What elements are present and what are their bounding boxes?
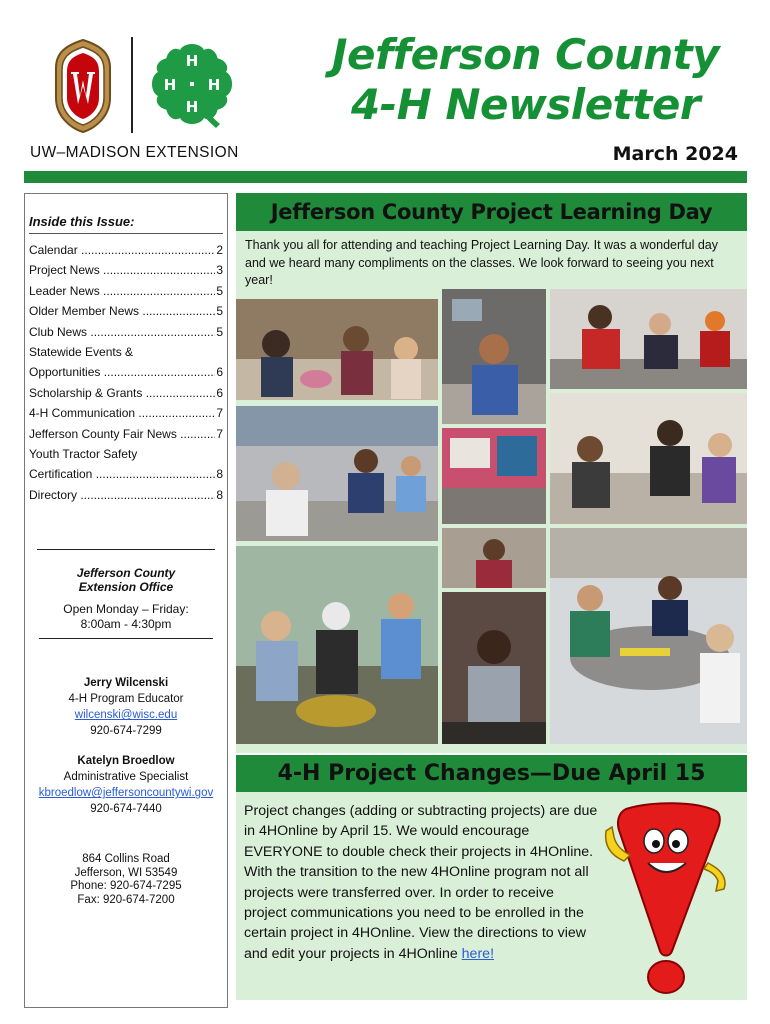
article-heading: 4-H Project Changes—Due April 15 — [236, 755, 747, 792]
photo — [442, 592, 546, 744]
title-line-1: Jefferson County — [331, 30, 720, 79]
here-link[interactable]: here! — [461, 945, 495, 962]
toc-item[interactable]: Scholarship & Grants ..... 6 — [29, 383, 223, 403]
inside-issue-title: Inside this Issue: — [29, 214, 223, 234]
project-changes-article — [236, 755, 747, 1000]
contact-name: Jerry Wilcenski — [83, 677, 169, 690]
extension-office — [29, 566, 223, 632]
toc-item[interactable]: 4-H Communication ..... 7 — [29, 403, 223, 423]
sidebar-divider — [37, 549, 215, 550]
toc-item[interactable]: Older Member News ..... 5 — [29, 301, 223, 321]
toc-item[interactable]: Directory ..... 8 — [29, 485, 223, 505]
exclamation-mascot-icon — [596, 801, 736, 996]
article-body: Thank you all for attending and teaching Project Learning Day. It was a wonderful day and we heard many compliments on the classes. We look forward to seeing you next year! — [245, 238, 718, 287]
office-hours-line-2: 8:00am - 4:30pm — [80, 617, 172, 632]
photo — [236, 546, 438, 744]
toc-item[interactable]: Youth Tractor Safety Certification ..... 8 — [29, 444, 223, 485]
sidebar-divider — [39, 638, 213, 639]
toc-item[interactable]: Statewide Events & Opportunities ..... 6 — [29, 342, 223, 383]
photo — [236, 299, 438, 400]
photo — [442, 289, 546, 424]
table-of-contents — [29, 240, 223, 505]
contact-phone: 920-674-7440 — [90, 803, 162, 816]
contact-email-link[interactable]: kbroedlow@jeffersoncountywi.gov — [38, 787, 214, 800]
contact-card — [29, 753, 223, 817]
uw-extension-label: UW–MADISON EXTENSION — [30, 144, 239, 161]
title-line-2: 4-H Newsletter — [350, 80, 701, 129]
office-name-line-2: Extension Office — [78, 580, 174, 595]
svg-text:H: H — [163, 76, 177, 94]
svg-text:H: H — [185, 98, 199, 116]
photo — [550, 393, 747, 524]
svg-text:H: H — [185, 52, 199, 70]
toc-item[interactable]: Calendar ..... 2 — [29, 240, 223, 260]
issue-date: March 2024 — [612, 143, 738, 165]
contact-phone: 920-674-7299 — [90, 725, 162, 738]
photo — [442, 428, 546, 524]
uw-crest-icon — [52, 38, 114, 134]
toc-item[interactable]: Jefferson County Fair News ..... 7 — [29, 424, 223, 444]
contact-card — [29, 675, 223, 739]
newsletter-title — [298, 30, 753, 130]
toc-item[interactable]: Project News ..... 3 — [29, 260, 223, 280]
article-body: Project changes (adding or subtracting projects) are due in 4HOnline by April 15. We would encourage EVERYONE to double check their projects in 4HOnline. With the transition to the new 4HOnline program not all projects were transferred over. In order to receive project communications you need to be enrolled in the certain project in 4HOnline. View the directions to view and edit your projects in 4HOnline here! — [244, 803, 598, 962]
toc-item[interactable]: Leader News ..... 5 — [29, 281, 223, 301]
header-green-bar — [24, 171, 747, 183]
article-heading: Jefferson County Project Learning Day — [236, 193, 747, 231]
contact-email-link[interactable]: wilcenski@wisc.edu — [74, 709, 178, 722]
office-hours-line-1: Open Monday – Friday: — [63, 602, 189, 617]
office-address: 864 Collins Road Jefferson, WI 53549 Phone: 920-674-7295 Fax: 920-674-7200 — [70, 853, 182, 906]
sidebar — [24, 193, 228, 1008]
header-divider — [131, 37, 133, 133]
photo — [442, 528, 546, 588]
4h-clover-icon — [146, 38, 238, 132]
project-learning-day-article — [236, 193, 747, 753]
photo — [550, 289, 747, 389]
photo — [550, 528, 747, 744]
contact-title: Administrative Specialist — [63, 771, 189, 784]
contact-title: 4-H Program Educator — [68, 693, 184, 706]
office-name-line-1: Jefferson County — [76, 566, 176, 581]
contact-name: Katelyn Broedlow — [77, 755, 175, 768]
svg-text:H: H — [207, 76, 221, 94]
toc-item[interactable]: Club News ..... 5 — [29, 322, 223, 342]
photo-collage — [236, 289, 747, 744]
photo — [236, 406, 438, 541]
